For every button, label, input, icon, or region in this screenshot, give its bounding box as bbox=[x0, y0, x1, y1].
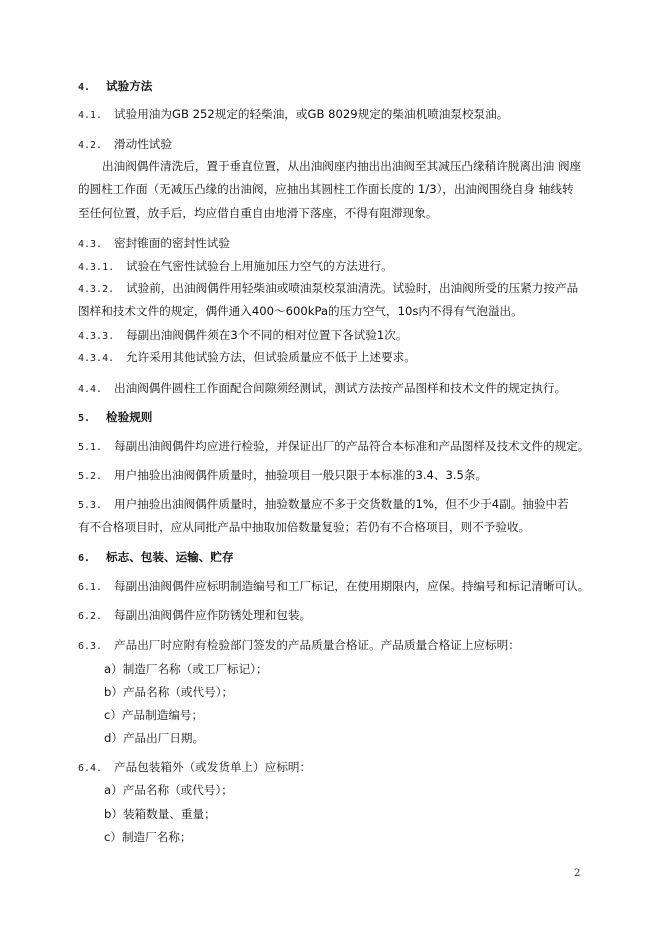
clause-text: 用户抽验出油阀偶件质量时，抽验项目一般只限于本标准的3.4、3.5条。 bbox=[114, 468, 488, 482]
clause-4-4 bbox=[78, 380, 566, 398]
section-number: 5. bbox=[78, 413, 91, 424]
clause-4-3-2 bbox=[78, 280, 578, 298]
clause-number: 4.3. bbox=[78, 239, 103, 250]
clause-number: 4.4. bbox=[78, 384, 103, 395]
clause-number: 4.3.3. bbox=[78, 331, 115, 342]
section-6-heading bbox=[78, 549, 234, 567]
list-item-a: a）制造厂名称（或工厂标记）； bbox=[104, 662, 268, 676]
clause-number: 5.1. bbox=[78, 442, 103, 453]
clause-6-2 bbox=[78, 607, 311, 625]
clause-5-2 bbox=[78, 467, 487, 485]
clause-text-line-1: 用户抽验出油阀偶件质量时，抽验数量应不多于交货数量的1%，但不少于4副。抽验中若 bbox=[114, 497, 569, 511]
clause-6-3 bbox=[78, 637, 520, 655]
clause-number: 4.3.2. bbox=[78, 284, 115, 295]
section-title: 试验方法 bbox=[106, 79, 153, 93]
clause-number: 5.2. bbox=[78, 471, 103, 482]
list-item-c: c）制造厂名称； bbox=[104, 830, 192, 844]
clause-number: 5.3. bbox=[78, 500, 103, 511]
clause-text: 产品出厂时应附有检验部门签发的产品质量合格证。产品质量合格证上应标明： bbox=[114, 638, 520, 652]
clause-title: 滑动性试验 bbox=[114, 137, 172, 151]
page-number: 2 bbox=[574, 868, 581, 879]
clause-4-3-title bbox=[78, 235, 230, 253]
clause-6-4 bbox=[78, 759, 311, 777]
list-item-c: c）产品制造编号； bbox=[104, 708, 204, 722]
clause-5-3-line-2: 有不合格项目时，应从同批产品中抽取加倍数量复验；若仍有不合格项目，则不予验收。 bbox=[78, 520, 531, 534]
clause-6-1 bbox=[78, 578, 589, 596]
section-title: 标志、包装、运输、贮存 bbox=[106, 550, 234, 564]
clause-text: 每副出油阀偶件均应进行检验，并保证出厂的产品符合本标准和产品图样及技术文件的规定。 bbox=[114, 439, 590, 453]
clause-text: 试验用油为GB 252规定的轻柴油，或GB 8029规定的柴油机喷油泵校泵油。 bbox=[114, 107, 509, 121]
clause-number: 6.1. bbox=[78, 582, 103, 593]
clause-title: 密封锥面的密封性试验 bbox=[114, 236, 230, 250]
list-item-b: b）产品名称（或代号）； bbox=[104, 685, 234, 699]
clause-number: 6.3. bbox=[78, 641, 103, 652]
clause-5-3 bbox=[78, 496, 569, 514]
clause-5-1 bbox=[78, 438, 589, 456]
section-number: 4. bbox=[78, 82, 91, 93]
section-5-heading bbox=[78, 409, 152, 427]
clause-text: 试验在气密性试验台上用施加压力空气的方法进行。 bbox=[126, 259, 393, 273]
list-item-b: b）装箱数量、重量； bbox=[104, 807, 216, 821]
clause-4-2-title bbox=[78, 136, 172, 154]
clause-4-2-text-line-3: 至任何位置，放手后，均应借自重自由地滑下落座，不得有阻滞现象。 bbox=[78, 206, 438, 220]
clause-number: 4.1. bbox=[78, 110, 103, 121]
clause-number: 4.3.4. bbox=[78, 353, 115, 364]
clause-number: 6.2. bbox=[78, 611, 103, 622]
clause-4-1 bbox=[78, 106, 508, 124]
clause-4-2-text-line-1: 出油阀偶件清洗后，置于垂直位置，从出油阀座内抽出出油阀至其减压凸缘稍许脱离出油 阀座 bbox=[102, 159, 582, 173]
clause-number: 6.4. bbox=[78, 763, 103, 774]
section-title: 检验规则 bbox=[106, 410, 153, 424]
clause-text-line-1: 试验前，出油阀偶件用轻柴油或喷油泵校泵油清洗。试验时，出油阀所受的压紧力按产品 bbox=[126, 281, 579, 295]
clause-4-3-4 bbox=[78, 349, 416, 367]
clause-text: 允许采用其他试验方法，但试验质量应不低于上述要求。 bbox=[126, 350, 416, 364]
list-item-a: a）产品名称（或代号）； bbox=[104, 783, 233, 797]
clause-text: 出油阀偶件圆柱工作面配合间隙须经测试，测试方法按产品图样和技术文件的规定执行。 bbox=[114, 381, 567, 395]
clause-number: 4.3.1. bbox=[78, 262, 115, 273]
clause-text: 产品包装箱外（或发货单上）应标明： bbox=[114, 760, 312, 774]
clause-number: 4.2. bbox=[78, 140, 103, 151]
clause-4-2-text-line-2: 的圆柱工作面（无减压凸缘的出油阀，应抽出其圆柱工作面长度的 1/3），出油阀围绕自身 轴线转 bbox=[78, 182, 574, 196]
section-number: 6. bbox=[78, 553, 91, 564]
clause-4-3-3 bbox=[78, 327, 407, 345]
clause-text: 每副出油阀偶件须在3个不同的相对位置下各试验1次。 bbox=[126, 328, 408, 342]
section-4-heading bbox=[78, 78, 152, 96]
clause-text: 每副出油阀偶件应作防锈处理和包装。 bbox=[114, 608, 312, 622]
list-item-d: d）产品出厂日期。 bbox=[104, 731, 205, 745]
clause-4-3-1 bbox=[78, 258, 393, 276]
clause-text: 每副出油阀偶件应标明制造编号和工厂标记，在使用期限内，应保。持编号和标记清晰可认。 bbox=[114, 579, 590, 593]
clause-4-3-2-line-2: 图样和技术文件的规定，偶件通入400～600kPa的压力空气，10s内不得有气泡溢出。 bbox=[78, 304, 523, 318]
